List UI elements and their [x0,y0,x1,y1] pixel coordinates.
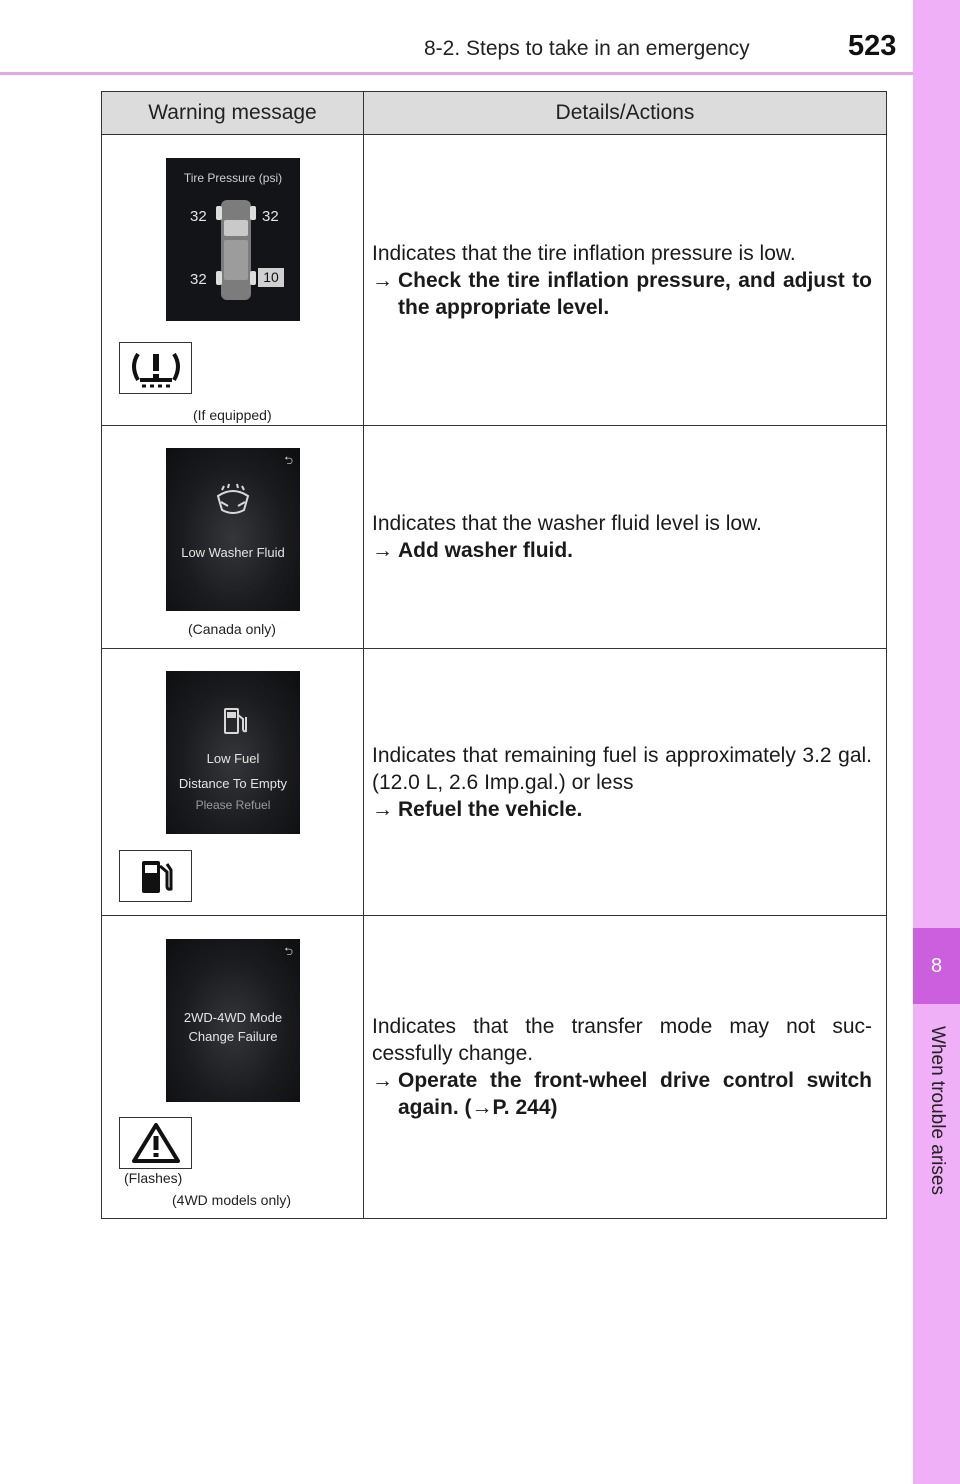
action-item [372,267,872,321]
screen-message: Low Washer Fluid [181,545,285,560]
low-fuel-display [166,671,300,834]
warning-cell [102,426,364,649]
return-icon: ⮌ [284,455,293,467]
screen-message-title: Low Fuel [206,751,260,766]
table-header-row [102,92,887,135]
screen-message-title: 2WD-4WD Mode [183,1010,283,1025]
action-item [372,537,872,564]
chapter-number-tab: 8 [913,928,960,1004]
action-item [372,1067,872,1121]
action-text: Operate the front-wheel drive control switch again. (→P. 244) [398,1069,872,1119]
arrow-icon: → [372,268,393,292]
chapter-title: When trouble arises [927,1026,948,1195]
availability-note: (Canada only) [188,621,276,637]
table-row [102,649,887,916]
table-row [102,135,887,426]
flashes-note: (Flashes) [124,1170,183,1186]
screen-message-line: Distance To Empty [178,776,288,791]
screen-title: Tire Pressure (psi) [183,171,283,185]
detail-text: Indicates that the tire inflation pressure is low. [372,241,796,265]
transfer-mode-display [166,939,300,1102]
arrow-icon: → [372,797,393,821]
action-item [372,796,872,823]
details-cell [364,135,887,426]
column-header-warning: Warning message [102,92,364,135]
tire-rear-left-value: 32 [190,271,207,288]
return-icon: ⮌ [284,946,293,958]
arrow-icon: → [372,539,393,562]
tire-pressure-warning-icon [119,342,192,394]
action-text: Refuel the vehicle. [398,797,583,821]
header-rule [0,72,913,75]
detail-text: Indicates that the transfer mode may not suc- cessfully change. [372,1015,872,1065]
availability-note: (If equipped) [193,407,272,423]
table-row [102,916,887,1219]
column-header-details: Details/Actions [364,92,887,135]
table-row [102,426,887,649]
vehicle-top-view-icon [166,158,300,321]
warning-cell [102,135,364,426]
warning-cell [102,649,364,916]
section-title: 8-2. Steps to take in an emergency [424,37,750,60]
arrow-icon: → [372,1069,393,1092]
warning-message-table [101,91,887,1219]
details-cell [364,916,887,1219]
tire-rear-right-value: 10 [258,268,284,287]
page-number: 523 [848,30,897,62]
tire-front-left-value: 32 [190,208,207,225]
details-cell [364,426,887,649]
screen-message-hint: Please Refuel [195,798,271,812]
fuel-pump-icon [166,705,300,755]
washer-fluid-display [166,448,300,611]
action-text: Check the tire inflation pressure, and adjust to the appropriate level. [398,268,872,319]
screen-message-line: Change Failure [188,1029,278,1044]
tire-pressure-display [166,158,300,321]
fuel-pump-icon [119,850,192,902]
tire-front-right-value: 32 [262,208,279,225]
action-text: Add washer fluid. [398,539,574,562]
details-cell [364,649,887,916]
availability-note: (4WD models only) [172,1192,292,1208]
detail-text: Indicates that the washer fluid level is low. [372,512,762,535]
detail-text: Indicates that remaining fuel is approximately 3.2 gal. (12.0 L, 2.6 Imp.gal.) or less [372,743,872,794]
warning-cell [102,916,364,1219]
master-warning-triangle-icon [119,1117,192,1169]
washer-fluid-icon [166,476,300,536]
side-tab [913,0,960,1484]
